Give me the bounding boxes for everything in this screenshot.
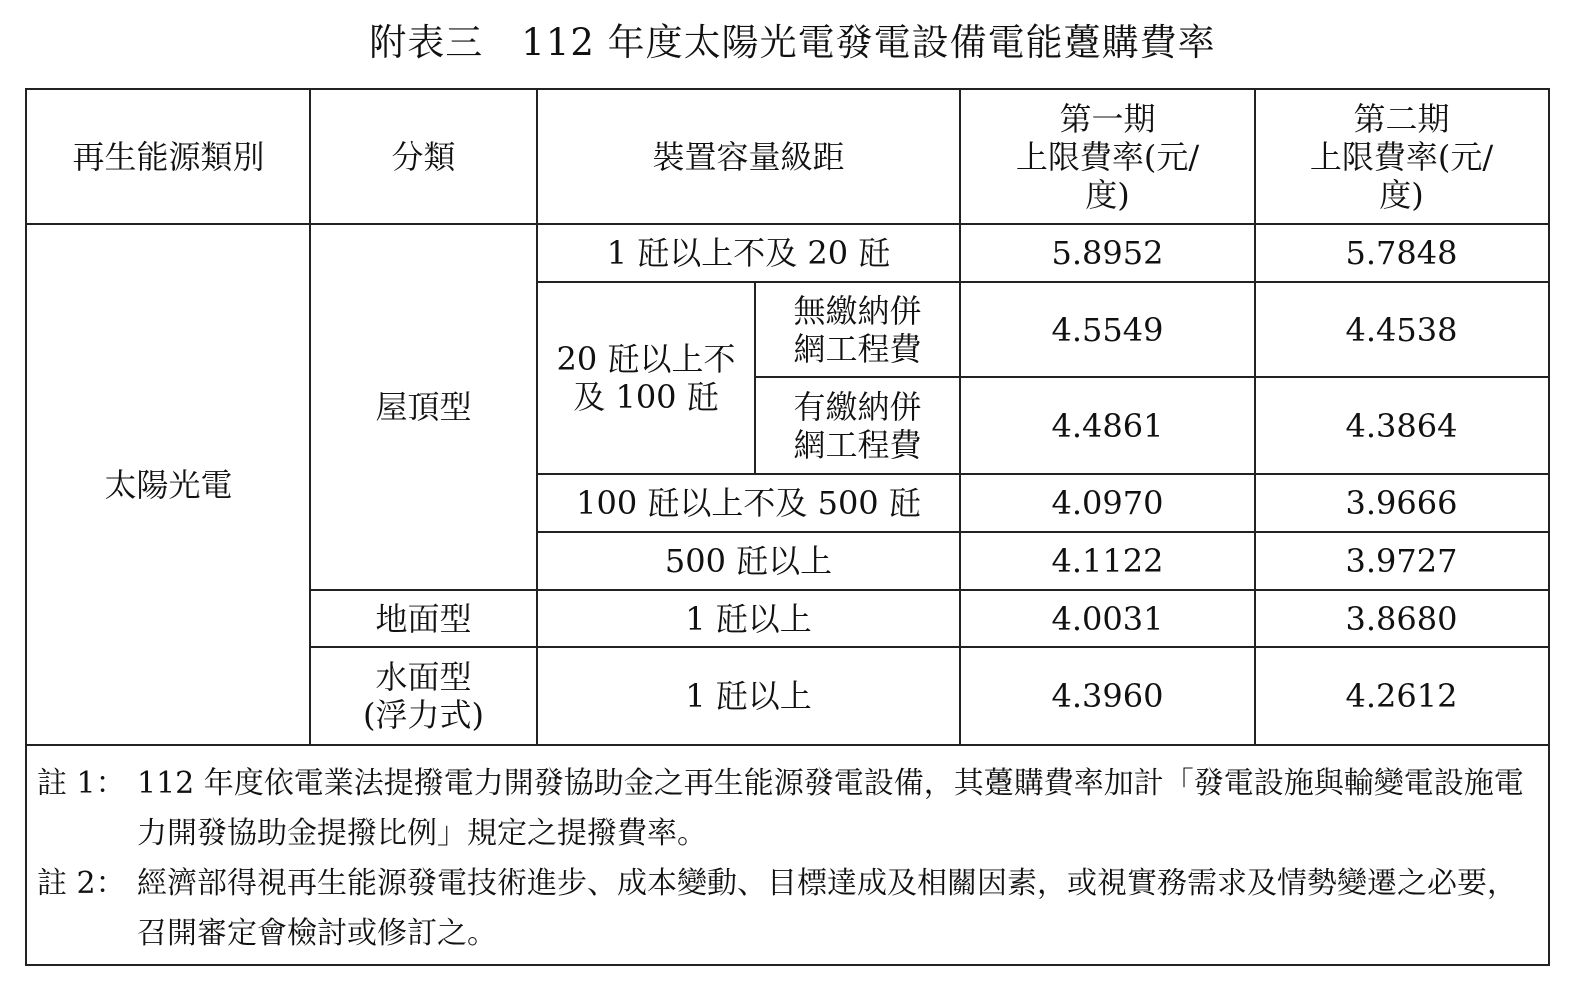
note-label: 註 1： (37, 766, 126, 801)
page-title: 附表三 112 年度太陽光電發電設備電能躉購費率 (369, 21, 1216, 64)
header-capacity: 裝置容量級距 (652, 138, 845, 176)
rate-period1: 5.8952 (1051, 234, 1164, 272)
table-divider (754, 282, 756, 474)
table-divider (309, 90, 311, 745)
table-divider (310, 589, 1548, 591)
table-divider (27, 223, 1548, 225)
capacity-row2-sub2: 有繳納併 網工程費 (793, 387, 922, 464)
header-category: 再生能源類別 (72, 138, 265, 176)
rate-period2: 3.9727 (1345, 542, 1458, 580)
type-ground: 地面型 (375, 599, 472, 638)
note-item (27, 859, 1548, 959)
table-divider (537, 473, 1548, 475)
table-divider (755, 376, 1548, 378)
header-type: 分類 (391, 138, 456, 176)
rate-period2: 4.3864 (1345, 406, 1458, 445)
notes-section (27, 747, 1548, 964)
rate-period1: 4.0031 (1051, 599, 1164, 638)
capacity-row4: 500 瓩以上 (664, 542, 833, 580)
capacity-row2-group: 20 瓩以上不 及 100 瓩 (556, 340, 736, 416)
rate-period1: 4.3960 (1051, 677, 1164, 715)
rate-period2: 5.7848 (1345, 234, 1458, 272)
table-divider (537, 531, 1548, 533)
rate-table-grid (27, 90, 1548, 745)
note-label: 註 2： (37, 866, 126, 901)
header-period2: 第二期 上限費率(元/ 度) (1309, 100, 1494, 214)
capacity-row3: 100 瓩以上不及 500 瓩 (576, 484, 921, 522)
rate-period1: 4.0970 (1051, 484, 1164, 522)
rate-period2: 4.2612 (1345, 677, 1458, 715)
table-divider (310, 646, 1548, 648)
category-solar: 太陽光電 (104, 465, 233, 504)
table-divider (27, 744, 1548, 746)
rate-period1: 4.5549 (1051, 310, 1164, 349)
type-rooftop: 屋頂型 (375, 388, 472, 426)
capacity-row1: 1 瓩以上不及 20 瓩 (606, 234, 891, 272)
note-text: 112 年度依電業法提撥電力開發協助金之再生能源發電設備，其躉購費率加計「發電設施與輸變電設施電力開發協助金提撥比例」規定之提撥費率。 (137, 766, 1524, 851)
type-water: 水面型 (浮力式) (363, 658, 484, 734)
rate-period2: 3.9666 (1345, 484, 1458, 522)
rate-period2: 4.4538 (1345, 310, 1458, 349)
table-divider (537, 281, 1548, 283)
table-divider (1254, 90, 1256, 745)
rate-period1: 4.1122 (1051, 542, 1164, 580)
capacity-row2-sub1: 無繳納併 網工程費 (793, 291, 922, 368)
capacity-water: 1 瓩以上 (685, 677, 812, 715)
table-divider (536, 90, 538, 745)
table-divider (959, 90, 961, 745)
rate-table (25, 88, 1550, 966)
note-text: 經濟部得視再生能源發電技術進步、成本變動、目標達成及相關因素，或視實務需求及情勢變遷之必要，召開審定會檢討或修訂之。 (137, 866, 1517, 951)
rate-period2: 3.8680 (1345, 599, 1458, 638)
header-period1: 第一期 上限費率(元/ 度) (1015, 100, 1200, 214)
capacity-ground: 1 瓩以上 (685, 599, 812, 638)
note-item (27, 759, 1548, 859)
rate-period1: 4.4861 (1051, 406, 1164, 445)
